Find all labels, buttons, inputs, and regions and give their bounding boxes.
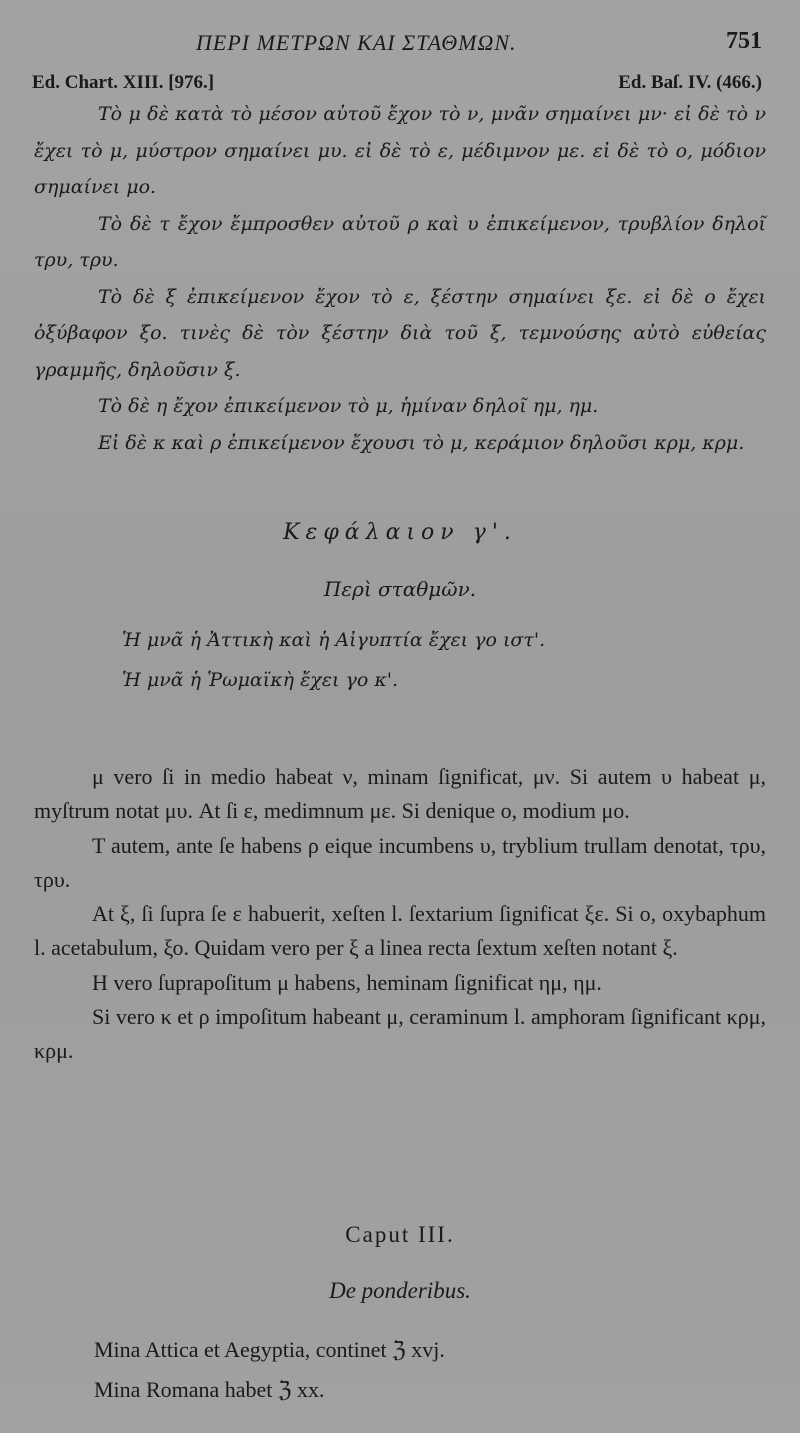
greek-paragraph: Τὸ δὲ ξ ἐπικείμενον ἔχον τὸ ε, ξέστην σημαίνει ξε. εἰ δὲ ο ἔχει ὀξύβαφον ξο. τινὲς δὲ τὸν ξέστην διὰ τοῦ ξ, τεμνούσης αὐτὸ εὐθείας γραμμῆς, δηλοῦσιν ξ. <box>34 285 766 381</box>
greek-paragraph: Τὸ δὲ η ἔχον ἐπικείμενον τὸ μ, ἡμίναν δηλοῖ ημ, ημ. <box>98 395 599 417</box>
edition-line <box>32 72 762 98</box>
greek-weight-line: Ἡ μνᾶ ἡ Ἀττικὴ καὶ ἡ Αἰγυπτία ἔχει γο ιστ'. <box>122 629 546 651</box>
latin-weight-line: Mina Attica et Aegyptia, continet ℨ xvj. <box>94 1337 445 1362</box>
latin-weights-list <box>94 1330 734 1410</box>
greek-weights-list <box>122 620 742 700</box>
latin-text-block <box>34 760 766 1069</box>
greek-weight-line: Ἡ μνᾶ ἡ Ῥωμαϊκὴ ἔχει γο κ'. <box>122 669 399 691</box>
running-title: ΠΕΡΙ ΜΕΤΡΩΝ ΚΑΙ ΣΤΑΘΜΩΝ. <box>196 30 517 55</box>
page-number: 751 <box>726 28 762 54</box>
greek-text-block <box>34 96 766 461</box>
latin-paragraph: Si vero κ et ρ impoſitum habeant μ, ceraminum l. amphoram ſignificant κρμ, κρμ. <box>34 1004 766 1064</box>
greek-section-heading: Περὶ σταθμῶν. <box>323 577 477 601</box>
latin-section-heading: De ponderibus. <box>329 1278 471 1303</box>
latin-paragraph: μ vero ſi in medio habeat ν, minam ſignificat, μν. Si autem υ habeat μ, myſtrum notat μυ. At ſi ε, medimnum με. Si denique ο, modium μο. <box>34 764 766 824</box>
greek-paragraph: Εἰ δὲ κ καὶ ρ ἐπικείμενον ἔχουσι τὸ μ, κεράμιον δηλοῦσι κρμ, κρμ. <box>98 431 745 454</box>
latin-paragraph: At ξ, ſi ſupra ſe ε habuerit, xeſten l. ſextarium ſignificat ξε. Si ο, oxybaphum l. acetabulum, ξο. Quidam vero per ξ a linea recta ſextum xeſten notant ξ. <box>34 901 766 961</box>
running-head <box>0 30 800 60</box>
edition-chartier: Ed. Chart. XIII. [976.] <box>32 72 215 93</box>
latin-weight-line: Mina Romana habet ℨ xx. <box>94 1377 325 1402</box>
greek-paragraph: Τὸ μ δὲ κατὰ τὸ μέσον αὐτοῦ ἔχον τὸ ν, μνᾶν σημαίνει μν· εἰ δὲ τὸ ν ἔχει τὸ μ, μύστρον σημαίνει μυ. εἰ δὲ τὸ ε, μέδιμνον με. εἰ δὲ τὸ ο, μόδιον σημαίνει μο. <box>34 103 766 198</box>
greek-chapter-heading: Κεφάλαιον γ'. <box>283 520 517 545</box>
latin-chapter-heading: Caput III. <box>345 1222 455 1247</box>
latin-paragraph: Η vero ſuprapoſitum μ habens, heminam ſignificat ημ, ημ. <box>92 969 602 995</box>
greek-paragraph: Τὸ δὲ τ ἔχον ἔμπροσθεν αὐτοῦ ρ καὶ υ ἐπικείμενον, τρυβλίον δηλοῖ τρυ, τρυ. <box>34 212 766 271</box>
edition-basel: Ed. Baſ. IV. (466.) <box>618 72 762 93</box>
latin-paragraph: Τ autem, ante ſe habens ρ eique incumbens υ, tryblium trullam denotat, τρυ, τρυ. <box>34 832 766 892</box>
